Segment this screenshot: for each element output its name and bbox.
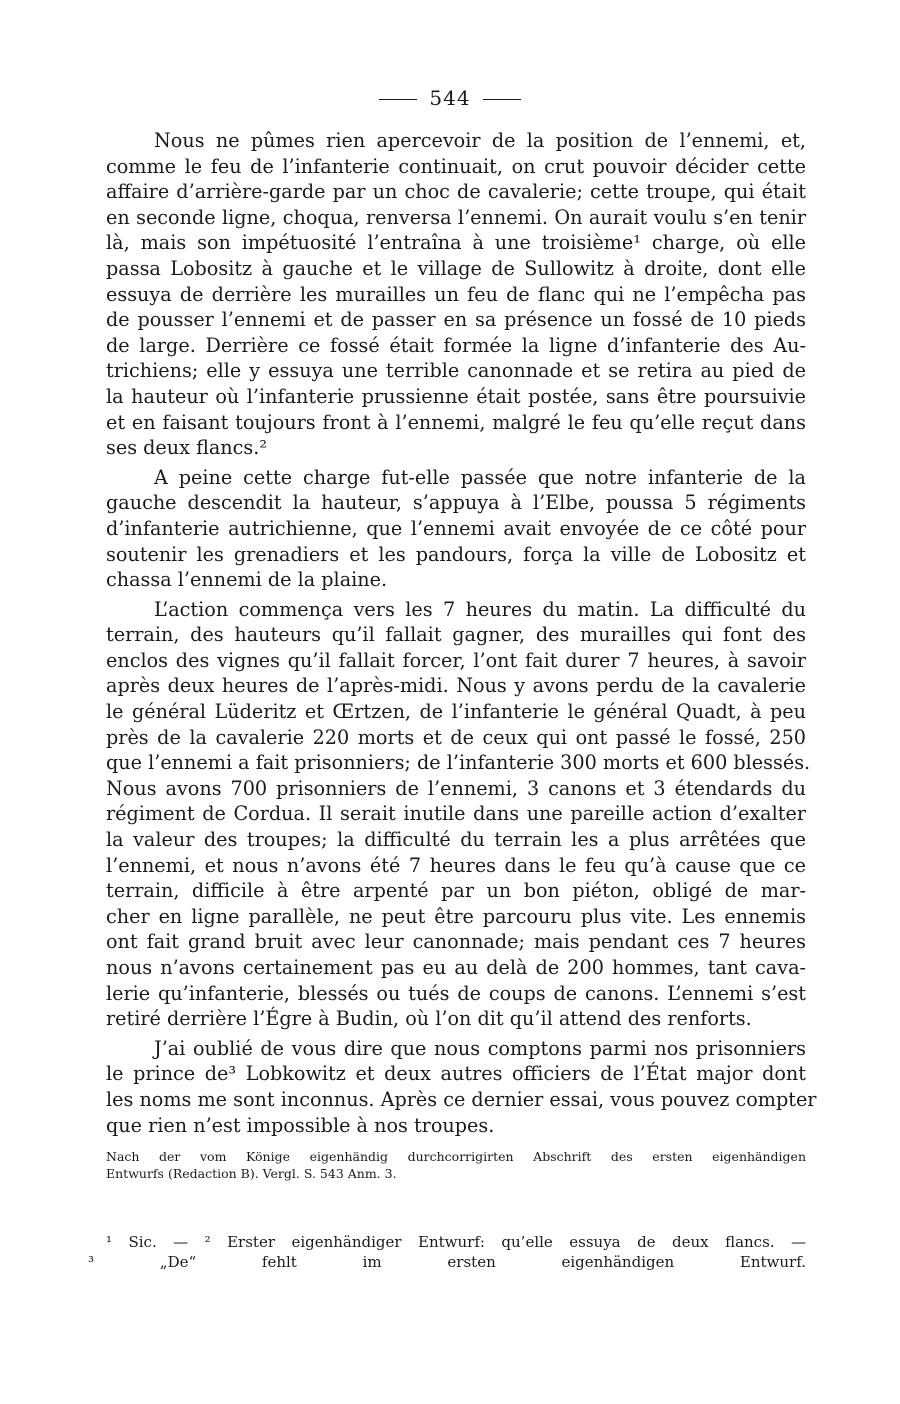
text-line: la hauteur où l’infanterie prussienne était postée, sans être poursuivie — [106, 384, 806, 408]
text-line: régiment de Cordua. Il serait inutile dans une pareille action d’exalter — [106, 802, 806, 826]
text-line: gauche descendit la hauteur, s’appuya à l’Elbe, poussa 5 régiments — [106, 491, 806, 515]
text-line: là, mais son impétuosité l’entraîna à une troisième¹ charge, où elle — [106, 231, 806, 255]
text-line: nous n’avons certainement pas eu au delà de 200 hommes, tant cava- — [106, 956, 806, 979]
footnotes — [88, 1232, 806, 1272]
text-line: comme le feu de l’infanterie continuait, on crut pouvoir décider cette — [106, 154, 806, 178]
text-line: retiré derrière l’Égre à Budin, où l’on dit qu’il attend des renforts. — [106, 1007, 752, 1031]
text-line: de large. Derrière ce fossé était formée la ligne d’infanterie des Au- — [106, 333, 806, 357]
text-line: le prince de³ Lobkowitz et deux autres officiers de l’État major dont — [106, 1062, 806, 1086]
text-line: chassa l’ennemi de la plaine. — [106, 568, 388, 592]
source-note-line: Nach der vom Könige eigenhändig durchcorrigirten Abschrift des ersten eigenhändigen — [106, 1149, 806, 1164]
text-line: enclos des vignes qu’il fallait forcer, l’ont fait durer 7 heures, à savoir — [106, 648, 806, 672]
text-line: que rien n’est impossible à nos troupes. — [106, 1113, 495, 1137]
footnote-line: ¹ Sic. — ² Erster eigenhändiger Entwurf: qu’elle essuya de deux flancs. — — [106, 1233, 806, 1251]
text-line: de pousser l’ennemi et de passer en sa présence un fossé de 10 pieds — [106, 308, 806, 332]
header-dash-right — [483, 99, 521, 100]
text-line: Nous ne pûmes rien apercevoir de la position de l’ennemi, et, — [154, 129, 806, 152]
text-line: et en faisant toujours front à l’ennemi, malgré le feu qu’elle reçut dans — [106, 410, 806, 434]
text-line: J’ai oublié de vous dire que nous comptons parmi nos prisonniers — [154, 1036, 806, 1060]
text-line: près de la cavalerie 220 morts et de ceux qui ont passé le fossé, 250 — [106, 725, 806, 749]
page-number: 544 — [429, 86, 471, 110]
text-line: terrain, difficile à être arpenté par un bon piéton, obligé de mar- — [106, 879, 806, 903]
text-line: le général Lüderitz et Œrtzen, de l’infanterie le général Quadt, à peu — [106, 700, 806, 724]
page-header — [0, 86, 900, 110]
text-line: ont fait grand bruit avec leur canonnade; mais pendant ces 7 heures — [106, 930, 806, 954]
text-line: trichiens; elle y essuya une terrible canonnade et se retira au pied de — [106, 359, 806, 383]
text-line: après deux heures de l’après-midi. Nous y avons perdu de la cavalerie — [106, 674, 806, 698]
text-line: cher en ligne parallèle, ne peut être parcouru plus vite. Les ennemis — [106, 904, 806, 928]
text-line: A peine cette charge fut-elle passée que notre infanterie de la — [154, 465, 806, 489]
text-line: les noms me sont inconnus. Après ce dernier essai, vous pouvez compter — [106, 1087, 817, 1111]
text-line: soutenir les grenadiers et les pandours, força la ville de Lobositz et — [106, 542, 806, 566]
text-line: essuya de derrière les murailles un feu de flanc qui ne l’empêcha pas — [106, 282, 806, 306]
footnote-line: ³ „De“ fehlt im ersten eigenhändigen Entwurf. — [88, 1253, 806, 1271]
source-note-line: Entwurfs (Redaction B). Vergl. S. 543 Anm. 3. — [106, 1166, 397, 1181]
text-line: lerie qu’infanterie, blessés ou tués de coups de canons. L’ennemi s’est — [106, 981, 806, 1005]
text-line: l’ennemi, et nous n’avons été 7 heures dans le feu qu’à cause que ce — [106, 853, 806, 877]
header-dash-left — [379, 99, 417, 100]
text-line: la valeur des troupes; la difficulté du terrain les a plus arrêtées que — [106, 828, 806, 852]
text-line: affaire d’arrière-garde par un choc de cavalerie; cette troupe, qui était — [106, 180, 806, 204]
text-line: terrain, des hauteurs qu’il fallait gagner, des murailles qui font des — [106, 623, 806, 647]
text-line: passa Lobositz à gauche et le village de Sullowitz à droite, dont elle — [106, 256, 806, 280]
text-line: ses deux flancs.² — [106, 436, 268, 460]
source-note — [106, 1148, 806, 1182]
text-line: en seconde ligne, choqua, renversa l’ennemi. On aurait voulu s’en tenir — [106, 205, 806, 229]
text-line: Nous avons 700 prisonniers de l’ennemi, 3 canons et 3 étendards du — [106, 776, 806, 800]
text-line: d’infanterie autrichienne, que l’ennemi avait envoyée de ce côté pour — [106, 516, 806, 540]
letter-body — [106, 128, 817, 1138]
text-line: que l’ennemi a fait prisonniers; de l’infanterie 300 morts et 600 blessés. — [106, 751, 811, 775]
text-line: L’action commença vers les 7 heures du matin. La difficulté du — [154, 597, 806, 621]
